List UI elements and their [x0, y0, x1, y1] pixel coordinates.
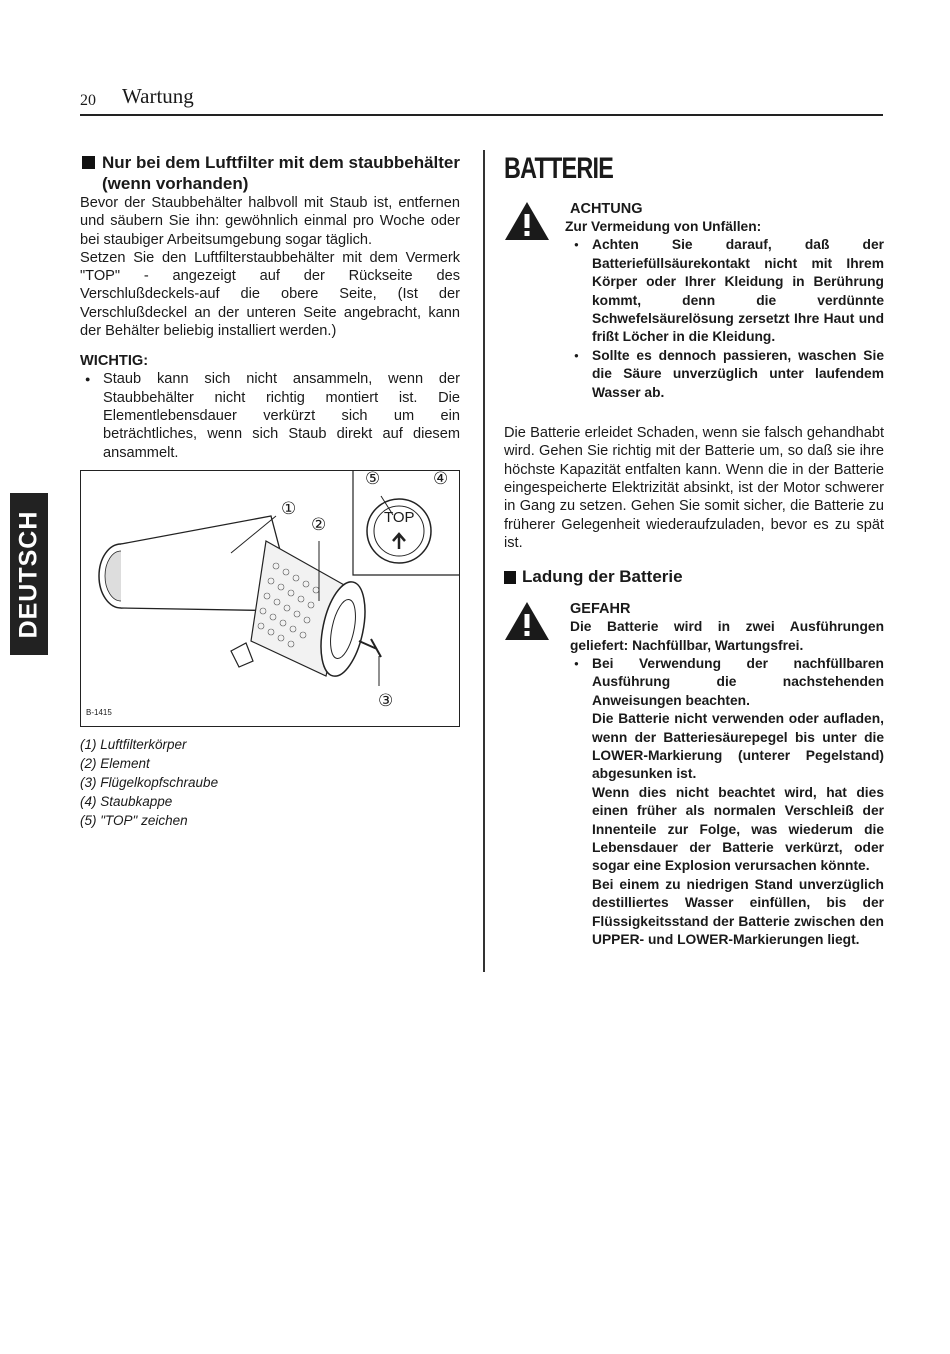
page-header: [80, 84, 883, 116]
danger-title: GEFAHR: [570, 601, 631, 618]
section-heading: [80, 152, 460, 194]
warning-triangle-icon: [504, 600, 550, 642]
caution-title: ACHTUNG: [570, 201, 643, 217]
figure-code: B-1415: [86, 707, 112, 717]
column-divider: [483, 150, 485, 972]
caution-bullet: ● Sollte es dennoch passieren, waschen Sie die Säure unverzüglich unter laufendem Wasser ab.: [570, 347, 884, 402]
caution-bullet: ● Achten Sie darauf, daß der Batteriefüllsäurekontakt nicht mit Ihrem Körper oder Ihrer Kleidung in Berührung kommt, denn die verdünnte Schwefelsäurelösung zersetzt Ihre Haut und frißt Löcher in die Kleidung.: [570, 236, 884, 346]
battery-paragraph: Die Batterie erleidet Schaden, wenn sie falsch gehandhabt wird. Gehen Sie richtig mit der Batterie um, so daß sie ihre höchste Kapazität entfalten kann. Wenn die in der Batterie eingespeicherte Elektrizität absinkt, ist der Motor schwerer in Gang zu setzen. Gehen Sie somit sicher, die Batterie zu früherer Gelegenheit wiederaufzuladen, bevor es zu spät ist.: [504, 425, 884, 551]
paragraph: Bevor der Staubbehälter halbvoll mit Staub ist, entfernen und säubern Sie ihn: gewöhnlich einmal pro Woche oder bei staubiger Arbeitsumgebung sogar täglich.: [80, 195, 460, 248]
caption-item: (1) Luftfilterkörper: [80, 736, 187, 752]
subsection-heading: [504, 566, 884, 588]
language-tab: [10, 493, 48, 655]
danger-bullet: ● Bei Verwendung der nachfüllbaren Ausführung die nachstehenden Anweisungen beachten.: [570, 655, 884, 710]
callout-2: ②: [311, 514, 327, 534]
warning-triangle-icon: [504, 200, 550, 242]
caution-subtitle: Zur Vermeidung von Unfällen:: [565, 219, 762, 234]
left-column: [80, 152, 460, 830]
callout-3: ③: [378, 690, 394, 710]
top-mark-label: TOP: [384, 508, 415, 526]
important-bullet: ● Staub kann sich nicht ansammeln, wenn der Staubbehälter nicht richtig montiert ist. Die Elementlebensdauer verkürzt sich um ein beträchtliches, wenn sich Staub direkt auf diesem ansammelt.: [80, 370, 460, 461]
figure-captions: [80, 735, 460, 830]
important-label: WICHTIG:: [80, 353, 149, 370]
danger-intro: Die Batterie wird in zwei Ausführungen geliefert: Nachfüllbar, Wartungsfrei.: [570, 619, 884, 653]
caution-block: [504, 200, 884, 402]
caption-item: (3) Flügelkopfschraube: [80, 774, 219, 790]
paragraph: Setzen Sie den Luftfilterstaubbehälter mit dem Vermerk "TOP" - angezeigt auf der Rückseite des Verschlußdeckels-auf die obere Seite, (Ist der Verschlußdeckel an der unteren Seite angebracht, kann der Behälter beliebig installiert werden.): [80, 249, 460, 340]
danger-paragraph: Bei einem zu niedrigen Stand unverzüglich destilliertes Wasser einfüllen, bis der Flüssigkeitsstand der Batterie zwischen den UPPER- und LOWER-Markierungen liegt.: [592, 876, 884, 948]
page-number: 20: [80, 92, 96, 109]
danger-block: [504, 600, 884, 949]
page-title: Wartung: [122, 84, 194, 108]
danger-paragraph: Wenn dies nicht beachtet wird, hat dies einen früher als normalen Verschleiß der Innenteile zur Folge, was wiederum die Lebensdauer der Batterie verkürzt, oder sogar eine Explosion verursachen könnte.: [592, 784, 884, 874]
danger-paragraph: Die Batterie nicht verwenden oder aufladen, wenn der Batteriesäurepegel bis unter die LOWER-Markierung (unterer Pegelstand) abgesunken ist.: [592, 711, 884, 782]
air-filter-figure: [80, 470, 460, 727]
caption-item: (2) Element: [80, 755, 150, 771]
caption-item: (5) "TOP" zeichen: [80, 812, 188, 828]
callout-1: ①: [281, 498, 297, 518]
battery-title: BATTERIE: [504, 152, 614, 185]
callout-4: ④: [433, 468, 449, 488]
square-bullet-icon: [82, 156, 95, 169]
right-column: [504, 152, 884, 949]
caption-item: (4) Staubkappe: [80, 793, 173, 809]
language-tab-label: DEUTSCH: [14, 510, 43, 638]
subsection-title: Ladung der Batterie: [522, 567, 683, 587]
callout-5: ⑤: [365, 468, 381, 488]
section-title: Nur bei dem Luftfilter mit dem staubbehälter (wenn vorhanden): [102, 153, 460, 193]
square-bullet-icon: [504, 571, 516, 584]
